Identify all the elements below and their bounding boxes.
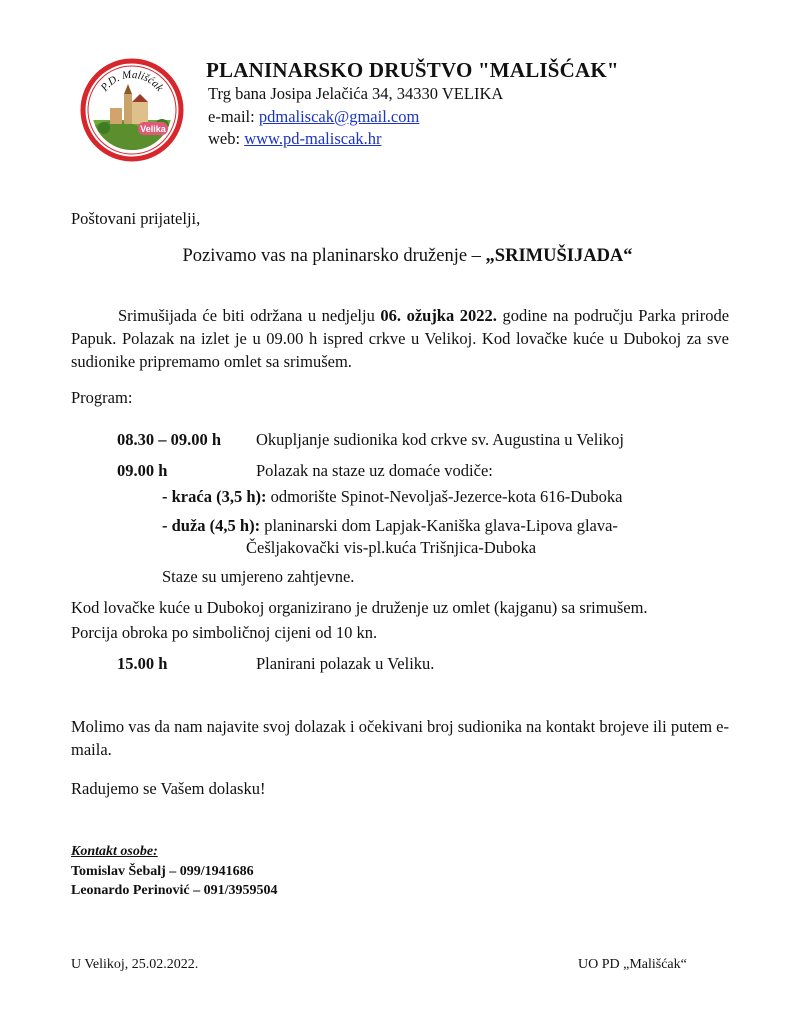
greeting: Poštovani prijatelji, [71, 209, 201, 228]
route-long-label: - duža (4,5 h): [162, 516, 261, 535]
program-desc-2: Polazak na staze uz domaće vodiče: [256, 461, 493, 480]
society-logo [80, 58, 184, 162]
program-desc-3: Planirani polazak u Veliku. [256, 654, 435, 673]
logo-velika-text: Velika [140, 124, 166, 134]
trail-difficulty: Staze su umjereno zahtjevne. [162, 567, 355, 586]
web-line [208, 129, 382, 149]
program-time-1: 08.30 – 09.00 h [117, 430, 222, 449]
route-long [162, 516, 618, 536]
program-time-3: 15.00 h [117, 654, 168, 673]
program-label: Program: [71, 388, 133, 407]
contact-1: Tomislav Šebalj – 099/1941686 [71, 864, 254, 879]
invitation-title [0, 246, 800, 267]
program-time-2: 09.00 h [117, 461, 168, 480]
intro-text-2: godine na području Parka prirode Papuk. Polazak na izlet je u 09.00 h ispred crkve u Velikoj. Kod lovačke kuće u Dubokoj za sve sudionike pripremamo omlet sa srimušem. [71, 306, 730, 371]
event-date: 06. ožujka 2022. [380, 306, 497, 325]
organization-address: Trg bana Josipa Jelačića 34, 34330 VELIKA [208, 84, 504, 103]
event-name: „SRIMUŠIJADA“ [485, 246, 633, 266]
intro-paragraph [71, 304, 729, 373]
email-line [208, 107, 419, 127]
web-label: web: [208, 129, 245, 148]
route-short [162, 487, 623, 507]
route-short-text: odmorište Spinot-Nevoljaš-Jezerce-kota 616-Duboka [266, 487, 623, 506]
intro-text-1: Srimušijada će biti održana u nedjelju [118, 306, 381, 325]
web-link[interactable]: www.pd-maliscak.hr [244, 129, 382, 148]
route-long-continuation: Češljakovački vis-pl.kuća Trišnjica-Duboka [246, 538, 537, 557]
email-link[interactable]: pdmaliscak@gmail.com [258, 107, 420, 126]
gathering-line-1: Kod lovačke kuće u Dubokoj organizirano je druženje uz omlet (kajganu) sa srimušem. [71, 598, 648, 617]
gathering-line-2: Porcija obroka po simboličnoj cijeni od 10 kn. [71, 623, 378, 642]
request-paragraph: Molimo vas da nam najavite svoj dolazak i očekivani broj sudionika na kontakt brojeve ili putem e-maila. [71, 717, 730, 759]
route-long-text: planinarski dom Lapjak-Kaniška glava-Lipova glava- [260, 516, 618, 535]
signature: UO PD „Mališćak“ [578, 957, 687, 972]
closing-line: Radujemo se Vašem dolasku! [71, 779, 266, 798]
organization-name: PLANINARSKO DRUŠTVO "MALIŠĆAK" [206, 58, 619, 82]
contacts-heading: Kontakt osobe: [71, 844, 158, 859]
invitation-prefix: Pozivamo vas na planinarsko druženje – [182, 246, 486, 266]
place-and-date: U Velikoj, 25.02.2022. [71, 957, 199, 972]
email-label: e-mail: [208, 107, 259, 126]
program-desc-1: Okupljanje sudionika kod crkve sv. Augustina u Velikoj [256, 430, 625, 449]
logo-arc-text: P.D. Mališćak [98, 68, 166, 94]
route-short-label: - kraća (3,5 h): [162, 487, 267, 506]
contact-2: Leonardo Perinović – 091/3959504 [71, 883, 278, 898]
